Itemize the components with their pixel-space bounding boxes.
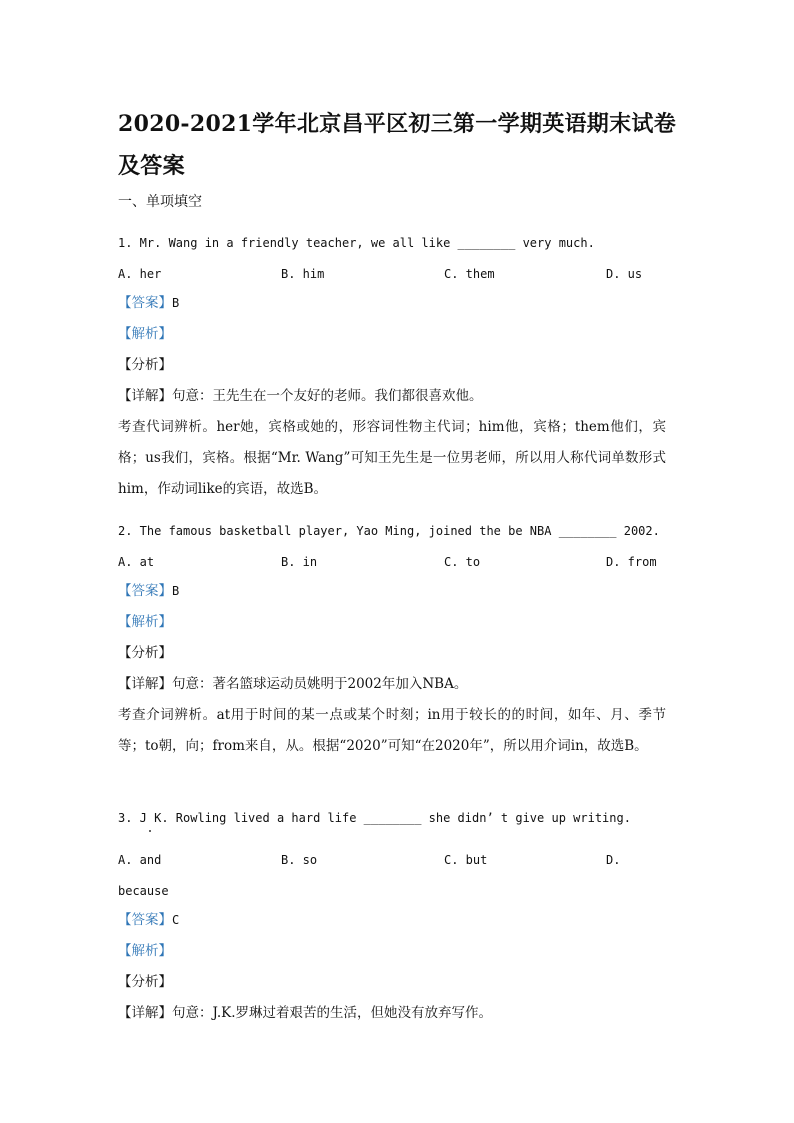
question-1-option-a: A. her bbox=[118, 267, 162, 281]
question-1-option-c: C. them bbox=[444, 267, 495, 281]
question-2-explanation: 考查介词辨析。at用于时间的某一点或某个时刻；in用于较长的的时间，如年、月、季节等；to朝，向；from来自，从。根据“2020”可知“在2020年”，所以用介词in，故选B。 bbox=[118, 707, 666, 754]
answer-value: B bbox=[172, 296, 180, 310]
question-3-stem: 3. J K. Rowling lived a hard life ________ she didn’ t give up writing. bbox=[118, 811, 631, 825]
question-3-option-b: B. so bbox=[281, 853, 318, 867]
detail-label: 【详解】 bbox=[118, 676, 172, 692]
answer-label: 【答案】 bbox=[118, 912, 172, 928]
question-1-explanation: 考查代词辨析。her她，宾格或她的，形容词性物主代词；him他，宾格；them他们，宾格；us我们，宾格。根据“Mr. Wang”可知王先生是一位男老师，所以用人称代词单数形式him，作动词like的宾语，故选B。 bbox=[118, 419, 666, 497]
section-heading: 一、单项填空 bbox=[118, 194, 202, 210]
page-title: 2020-2021学年北京昌平区初三第一学期英语期末试卷及答案 bbox=[118, 111, 676, 179]
detail-text: 句意：J.K.罗琳过着艰苦的生活，但她没有放弃写作。 bbox=[172, 1005, 493, 1021]
question-1-stem: 1. Mr. Wang in a friendly teacher, we all like ________ very much. bbox=[118, 236, 595, 250]
answer-label: 【答案】 bbox=[118, 295, 172, 311]
question-3-breakdown-label: 【分析】 bbox=[118, 974, 172, 990]
question-3-analysis-label: 【解析】 bbox=[118, 943, 172, 959]
question-3-detail bbox=[118, 1005, 492, 1021]
question-1-detail bbox=[118, 388, 483, 404]
question-3-answer bbox=[118, 912, 179, 928]
stray-dot bbox=[149, 830, 151, 832]
detail-text: 句意：王先生在一个友好的老师。我们都很喜欢他。 bbox=[172, 388, 483, 404]
question-3-option-d: D. bbox=[606, 853, 621, 867]
question-2-answer bbox=[118, 583, 179, 599]
question-1-option-d: D. us bbox=[606, 267, 643, 281]
answer-value: B bbox=[172, 584, 180, 598]
question-2-option-a: A. at bbox=[118, 555, 155, 569]
question-2-option-d: D. from bbox=[606, 555, 657, 569]
question-3-option-d-text: because bbox=[118, 884, 169, 898]
question-3-option-c: C. but bbox=[444, 853, 488, 867]
question-2-stem: 2. The famous basketball player, Yao Ming, joined the be NBA ________ 2002. bbox=[118, 524, 660, 538]
question-2-analysis-label: 【解析】 bbox=[118, 614, 172, 630]
question-2-breakdown-label: 【分析】 bbox=[118, 645, 172, 661]
detail-label: 【详解】 bbox=[118, 388, 172, 404]
question-2-option-b: B. in bbox=[281, 555, 318, 569]
question-1-answer bbox=[118, 295, 179, 311]
question-1-breakdown-label: 【分析】 bbox=[118, 357, 172, 373]
question-2-option-c: C. to bbox=[444, 555, 481, 569]
question-1-option-b: B. him bbox=[281, 267, 325, 281]
answer-value: C bbox=[172, 913, 180, 927]
question-2-detail bbox=[118, 676, 467, 692]
question-1-analysis-label: 【解析】 bbox=[118, 326, 172, 342]
question-3-option-a: A. and bbox=[118, 853, 162, 867]
answer-label: 【答案】 bbox=[118, 583, 172, 599]
detail-text: 句意：著名篮球运动员姚明于2002年加入NBA。 bbox=[172, 676, 468, 692]
detail-label: 【详解】 bbox=[118, 1005, 172, 1021]
